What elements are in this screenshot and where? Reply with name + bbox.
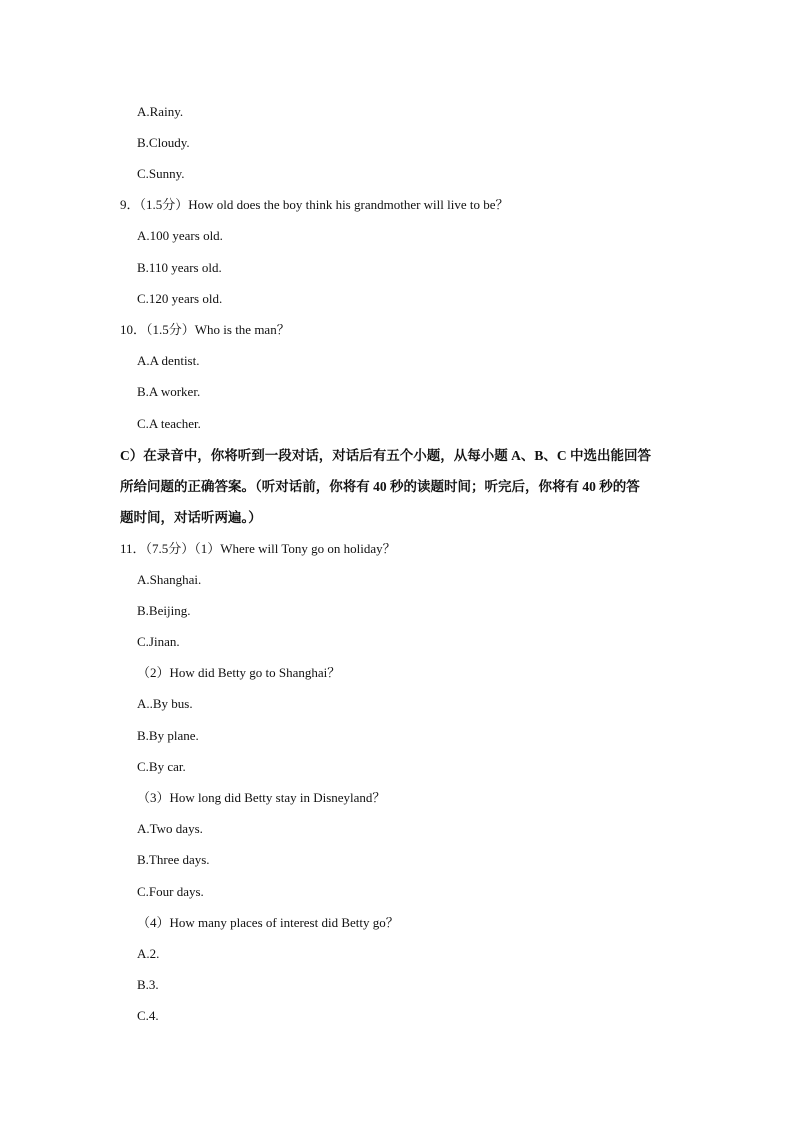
section-c-instructions <box>120 440 680 533</box>
option-a: A.2. <box>137 946 160 961</box>
sub-question-4: （4）How many places of interest did Betty go？ <box>137 915 399 930</box>
option-b: B.By plane. <box>137 728 199 743</box>
instruction-line: C）在录音中，你将听到一段对话，对话后有五个小题，从每小题 A、B、C 中选出能回答 <box>120 448 652 463</box>
option-c: C.4. <box>137 1008 159 1023</box>
option-a: A.A dentist. <box>137 353 200 368</box>
option-b: B.3. <box>137 977 159 992</box>
question-11-stem: 11．（7.5分）（1）Where will Tony go on holiday？ <box>120 541 396 556</box>
option-a: A.Rainy. <box>137 104 184 119</box>
question-9-stem: 9．（1.5分）How old does the boy think his grandmother will live to be？ <box>120 197 509 212</box>
option-b: B.Cloudy. <box>137 135 190 150</box>
option-b: B.A worker. <box>137 384 201 399</box>
option-a: A..By bus. <box>137 696 193 711</box>
option-c: C.Jinan. <box>137 634 180 649</box>
option-b: B.Beijing. <box>137 603 191 618</box>
sub-question-2: （2）How did Betty go to Shanghai？ <box>137 665 341 680</box>
option-c: C.A teacher. <box>137 416 201 431</box>
sub-question-3: （3）How long did Betty stay in Disneyland？ <box>137 790 386 805</box>
option-a: A.100 years old. <box>137 228 223 243</box>
option-c: C.Four days. <box>137 884 204 899</box>
option-b: B.110 years old. <box>137 260 222 275</box>
instruction-line: 所给问题的正确答案。（听对话前，你将有 40 秒的读题时间；听完后，你将有 40 秒的答 <box>120 479 640 494</box>
option-b: B.Three days. <box>137 852 210 867</box>
option-c: C.120 years old. <box>137 291 223 306</box>
question-10-stem: 10．（1.5分）Who is the man？ <box>120 322 290 337</box>
option-c: C.Sunny. <box>137 166 185 181</box>
option-a: A.Shanghai. <box>137 572 202 587</box>
option-a: A.Two days. <box>137 821 203 836</box>
instruction-line: 题时间，对话听两遍。） <box>120 510 262 525</box>
option-c: C.By car. <box>137 759 186 774</box>
